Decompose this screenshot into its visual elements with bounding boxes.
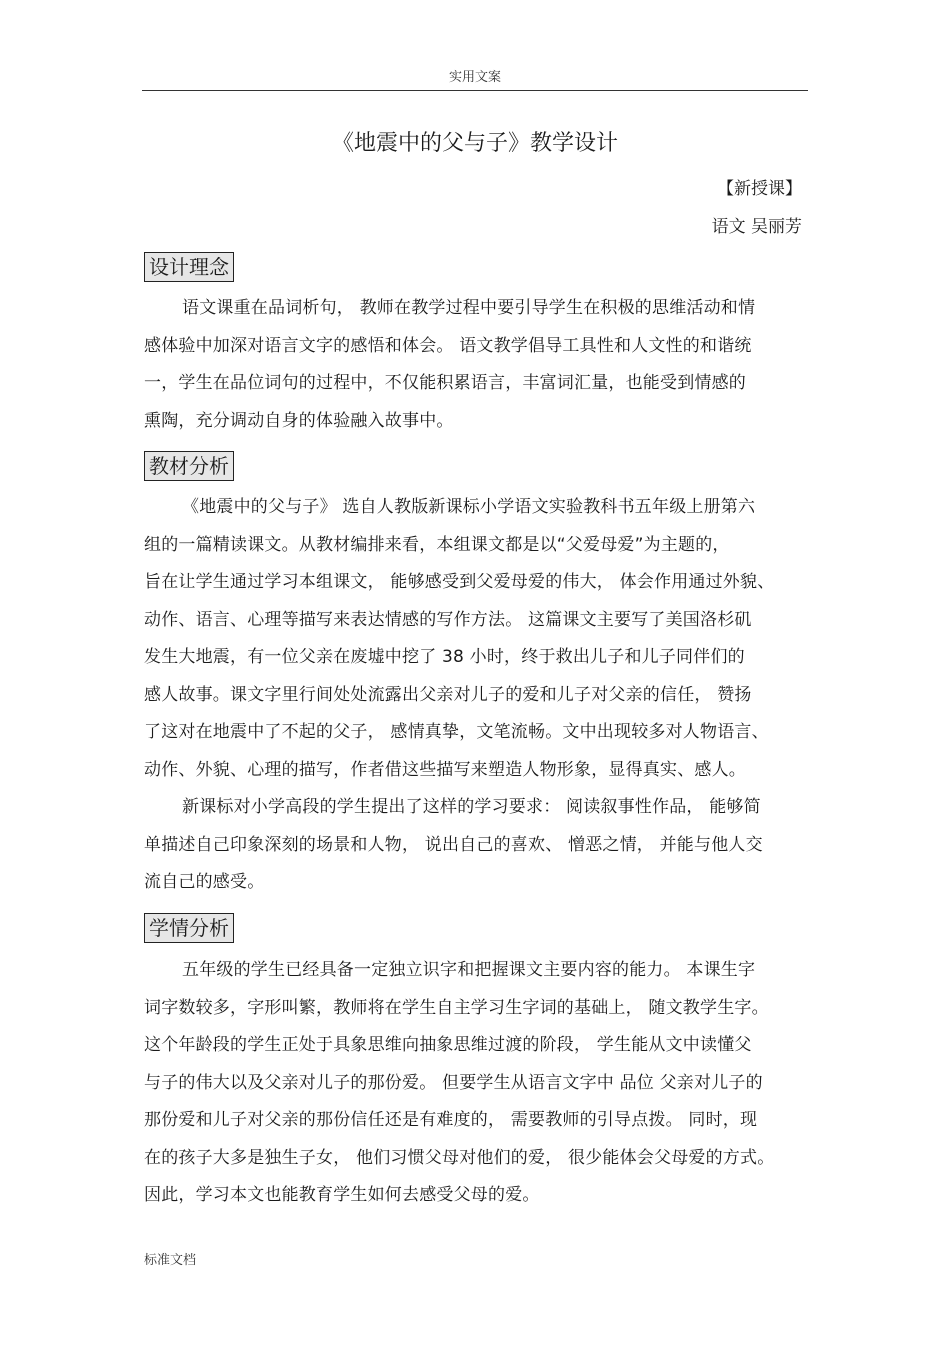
paragraph-line: 《地震中的父与子》 选自人教版新课标小学语文实验教科书五年级上册第六: [182, 497, 756, 517]
paragraph-line: 单描述自己印象深刻的场景和人物， 说出自己的喜欢、 憎恶之情， 并能与他人交: [144, 834, 763, 855]
paragraph-line: 在的孩子大多是独生子女， 他们习惯父母对他们的爱， 很少能体会父母爱的方式。: [144, 1147, 775, 1168]
paragraph-line: 一，学生在品位词句的过程中，不仅能积累语言，丰富词汇量，也能受到情感的: [144, 373, 746, 393]
paragraph-line: 动作、外貌、心理的描写，作者借这些描写来塑造人物形象，显得真实、感人。: [144, 759, 746, 780]
paragraph-line: 因此，学习本文也能教育学生如何去感受父母的爱。: [144, 1185, 540, 1205]
section-paragraph: [144, 290, 812, 440]
header-label: 实用文案: [448, 70, 501, 85]
paragraph-line: 词字数较多，字形叫繁，教师将在学生自主学习生字词的基础上， 随文教学生字。: [144, 997, 769, 1018]
paragraph-line: 那份爱和儿子对父亲的那份信任还是有难度的， 需要教师的引导点拨。 同时，现: [144, 1110, 758, 1130]
paragraph-line: 流自己的感受。: [144, 872, 265, 892]
section-heading-textbook-analysis: 教材分析: [144, 451, 234, 481]
paragraph-line: 旨在让学生通过学习本组课文， 能够感受到父爱母爱的伟大， 体会作用通过外貌、: [144, 572, 775, 592]
header-divider: [142, 90, 808, 91]
paragraph-line: 五年级的学生已经具备一定独立识字和把握课文主要内容的能力。 本课生字: [182, 960, 756, 980]
paragraph-line: 语文课重在品词析句， 教师在教学过程中要引导学生在积极的思维活动和情: [182, 298, 756, 318]
section-heading-design-concept: 设计理念: [144, 252, 234, 282]
section-paragraph: [144, 952, 812, 1215]
paragraph-line: 发生大地震，有一位父亲在废墟中挖了 38 小时，终于救出儿子和儿子同伴们的: [144, 647, 745, 667]
paragraph-line: 与子的伟大以及父亲对儿子的那份爱。 但要学生从语言文字中 品位 父亲对儿子的: [144, 1072, 763, 1093]
author-line: 语文 吴丽芳: [711, 217, 802, 237]
page-footer: 标准文档: [144, 1253, 197, 1268]
lesson-type: 【新授课】: [717, 179, 802, 199]
paragraph-line: 动作、语言、心理等描写来表达情感的写作方法。 这篇课文主要写了美国洛杉矶: [144, 609, 752, 630]
paragraph-line: 组的一篇精读课文。从教材编排来看，本组课文都是以“父爱母爱”为主题的，: [144, 534, 730, 555]
section-paragraph: [144, 489, 812, 902]
section-heading-student-analysis: 学情分析: [144, 913, 234, 943]
document-title: 《地震中的父与子》教学设计: [331, 131, 618, 156]
paragraph-line: 感人故事。课文字里行间处处流露出父亲对儿子的爱和儿子对父亲的信任， 赞扬: [144, 684, 752, 705]
paragraph-line: 感体验中加深对语言文字的感悟和体会。 语文教学倡导工具性和人文性的和谐统: [144, 335, 752, 356]
paragraph-line: 新课标对小学高段的学生提出了这样的学习要求： 阅读叙事性作品， 能够简: [182, 797, 761, 817]
paragraph-line: 熏陶，充分调动自身的体验融入故事中。: [144, 410, 454, 431]
paragraph-line: 这个年龄段的学生正处于具象思维向抽象思维过渡的阶段， 学生能从文中读懂父: [144, 1035, 752, 1055]
paragraph-line: 了这对在地震中了不起的父子， 感情真挚，文笔流畅。文中出现较多对人物语言、: [144, 722, 769, 742]
